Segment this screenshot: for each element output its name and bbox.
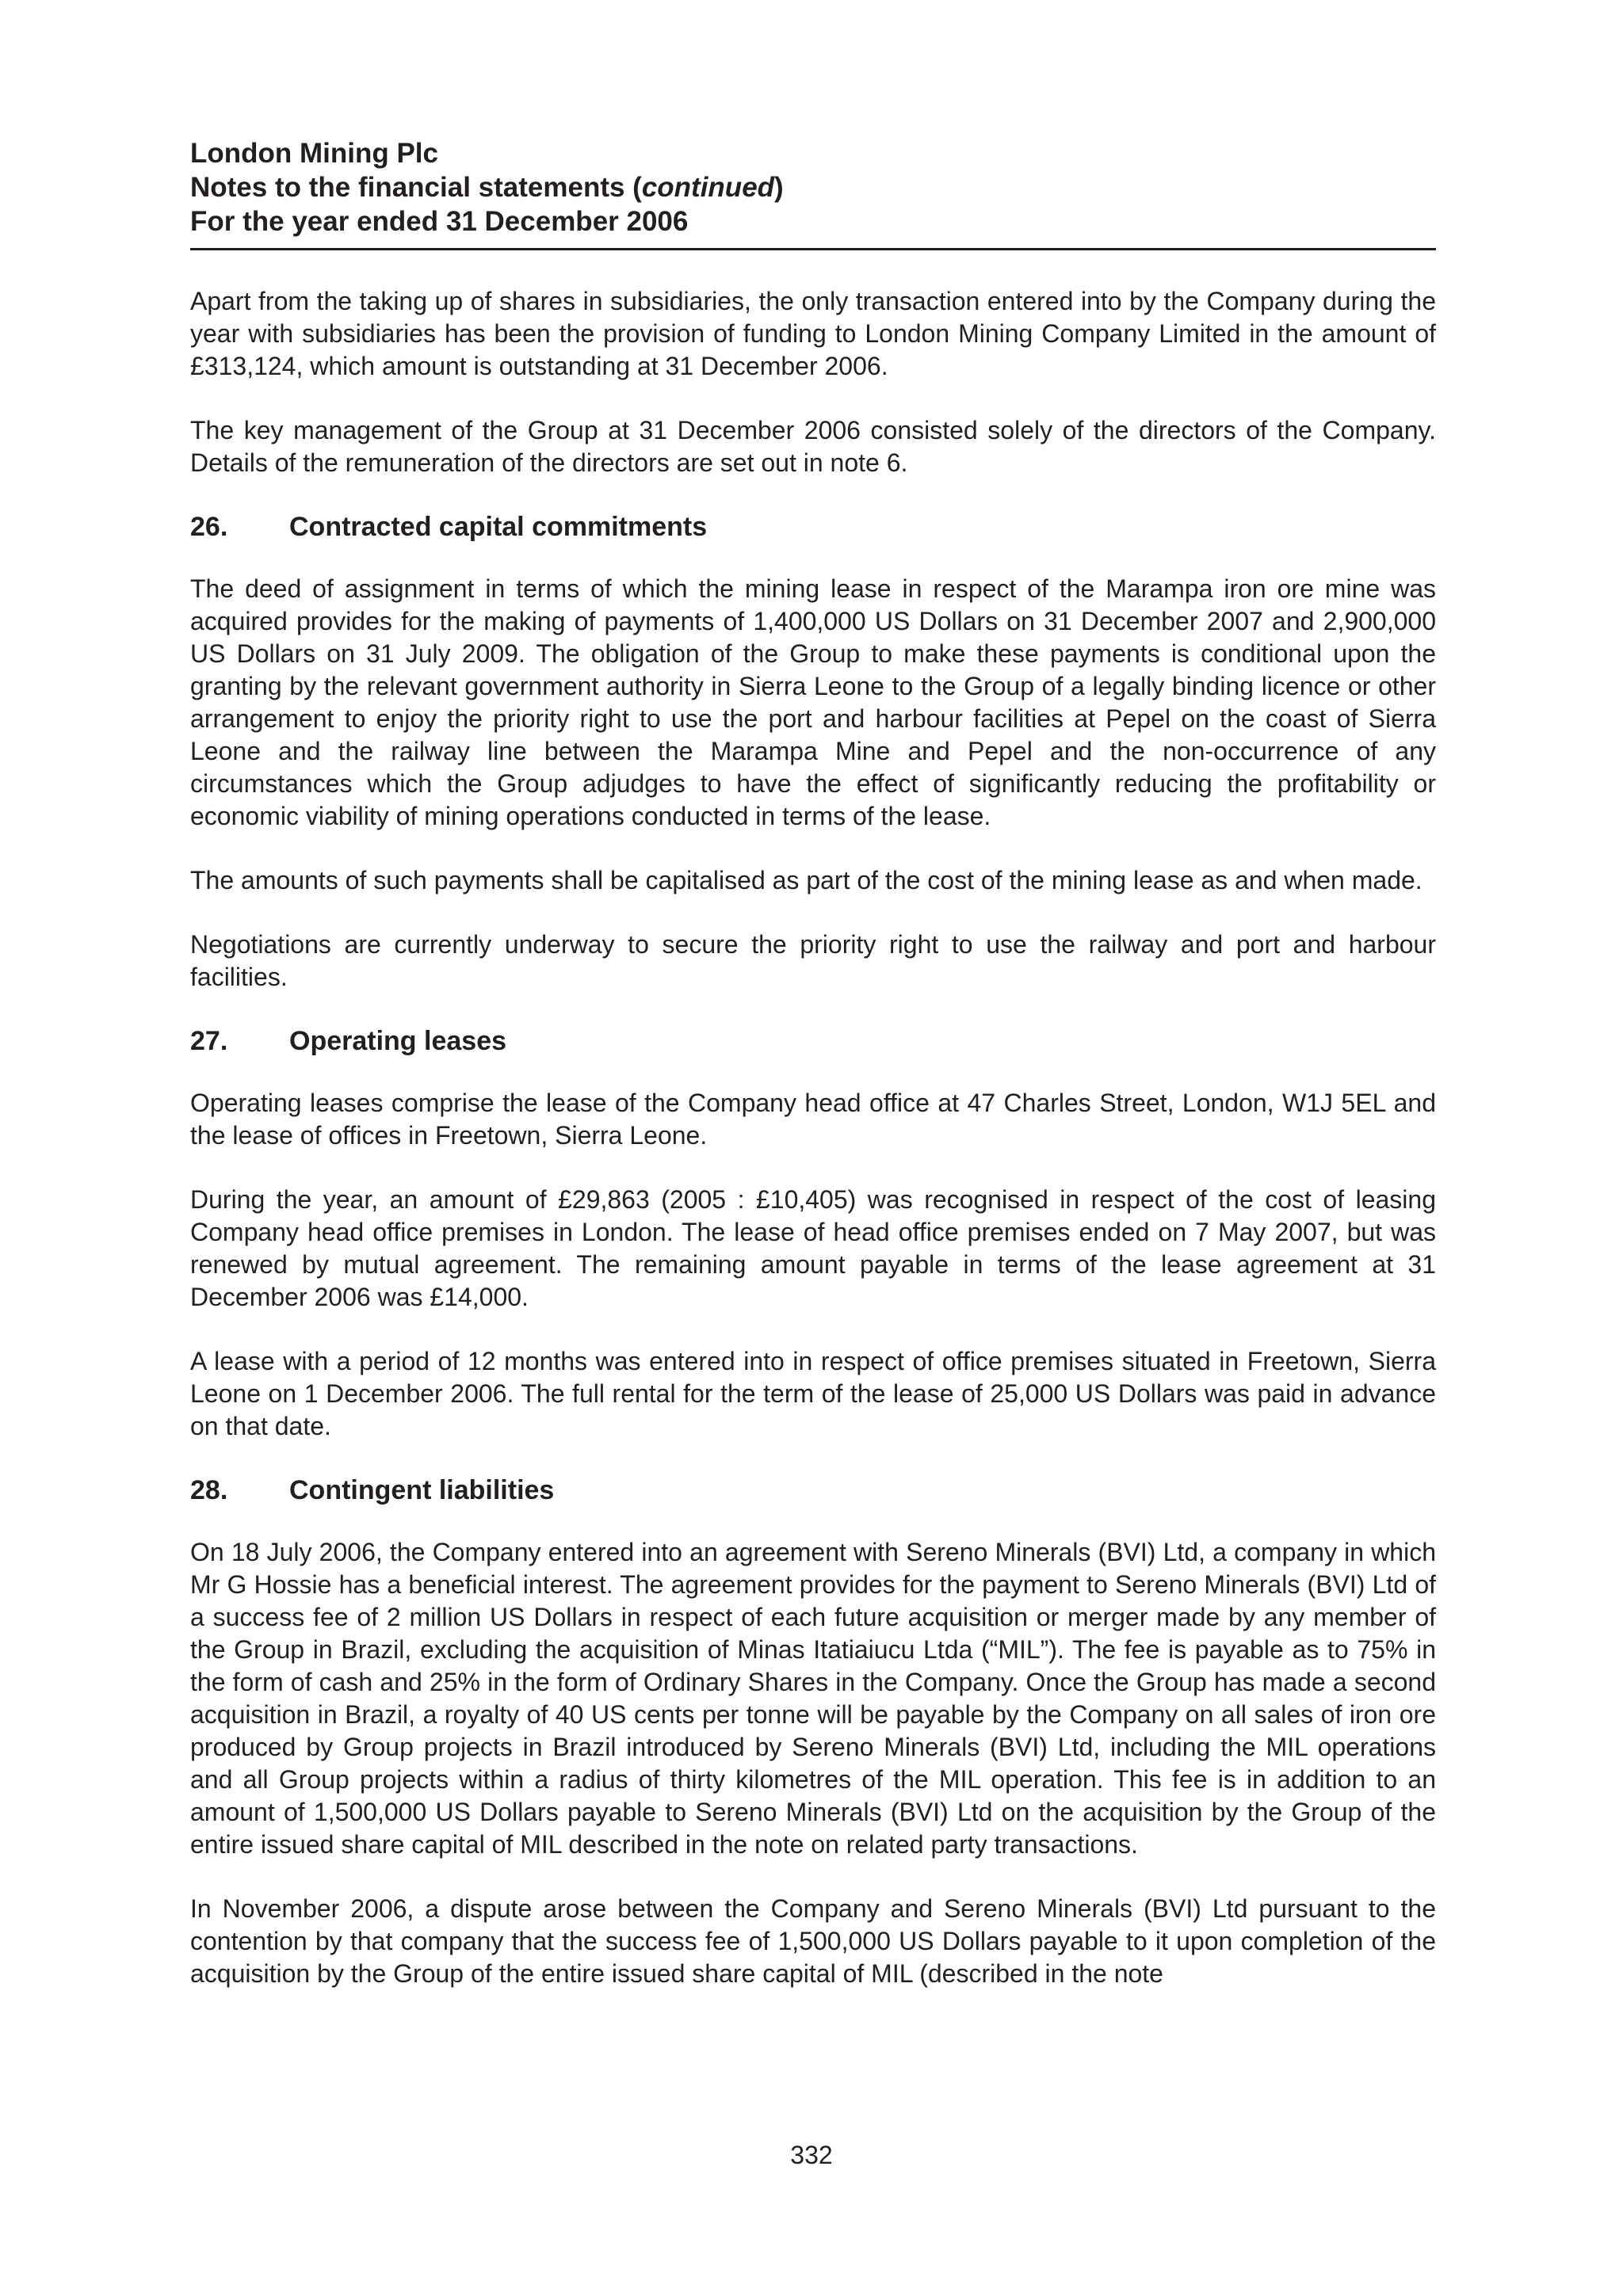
section-heading	[190, 1025, 1436, 1058]
section-paragraph: On 18 July 2006, the Company entered into an agreement with Sereno Minerals (BVI) Ltd, a company in which Mr G Hossie has a beneficial interest. The agreement provides for the payment to Sereno Minerals (BVI) Ltd of a success fee of 2 million US Dollars in respect of each future acquisition or merger made by any member of the Group in Brazil, excluding the acquisition of Minas Itatiaiucu Ltda (“MIL”). The fee is payable as to 75% in the form of cash and 25% in the form of Ordinary Shares in the Company. Once the Group has made a second acquisition in Brazil, a royalty of 40 US cents per tonne will be payable by the Company on all sales of iron ore produced by Group projects in Brazil introduced by Sereno Minerals (BVI) Ltd, including the MIL operations and all Group projects within a radius of thirty kilometres of the MIL operation. This fee is in addition to an amount of 1,500,000 US Dollars payable to Sereno Minerals (BVI) Ltd on the acquisition by the Group of the entire issued share capital of MIL described in the note on related party transactions.	[190, 1538, 1436, 1859]
section-title: Operating leases	[289, 1026, 507, 1056]
section-paragraph: In November 2006, a dispute arose between the Company and Sereno Minerals (BVI) Ltd pursuant to the contention by that company that the success fee of 1,500,000 US Dollars payable to it upon completion of the acquisition by the Group of the entire issued share capital of MIL (described in the note	[190, 1894, 1436, 1988]
section-28	[190, 1474, 1436, 1990]
section-26	[190, 511, 1436, 994]
section-paragraph: Negotiations are currently underway to secure the priority right to use the railway and port and harbour facilities.	[190, 930, 1436, 991]
section-27	[190, 1025, 1436, 1443]
notes-title-suffix: )	[774, 172, 784, 203]
intro-paragraph: Apart from the taking up of shares in subsidiaries, the only transaction entered into by the Company during the year with subsidiaries has been the provision of funding to London Mining Company Limited in the amount of £313,124, which amount is outstanding at 31 December 2006.	[190, 287, 1436, 380]
section-paragraph: During the year, an amount of £29,863 (2005 : £10,405) was recognised in respect of the cost of leasing Company head office premises in London. The lease of head office premises ended on 7 May 2007, but was renewed by mutual agreement. The remaining amount payable in terms of the lease agreement at 31 December 2006 was £14,000.	[190, 1185, 1436, 1311]
section-number: 26.	[190, 512, 228, 542]
intro-paragraph: The key management of the Group at 31 December 2006 consisted solely of the directors of the Company. Details of the remuneration of the directors are set out in note 6.	[190, 416, 1436, 477]
notes-title	[190, 170, 1436, 204]
period-line: For the year ended 31 December 2006	[190, 206, 689, 237]
section-paragraph: The amounts of such payments shall be capitalised as part of the cost of the mining lease as and when made.	[190, 866, 1423, 894]
company-name: London Mining Plc	[190, 138, 439, 169]
section-title: Contracted capital commitments	[289, 512, 708, 542]
notes-title-continued: continued	[641, 172, 775, 203]
section-title: Contingent liabilities	[289, 1475, 555, 1505]
notes-title-prefix: Notes to the financial statements (	[190, 172, 642, 203]
page-content	[190, 285, 1436, 1990]
section-number: 27.	[190, 1026, 228, 1056]
section-paragraph: A lease with a period of 12 months was entered into in respect of office premises situated in Freetown, Sierra Leone on 1 December 2006. The full rental for the term of the lease of 25,000 US Dollars was paid in advance on that date.	[190, 1347, 1436, 1440]
page-number: 332	[790, 2141, 833, 2169]
section-paragraph: The deed of assignment in terms of which the mining lease in respect of the Marampa iron ore mine was acquired provides for the making of payments of 1,400,000 US Dollars on 31 December 2007 and 2,900,000 US Dollars on 31 July 2009. The obligation of the Group to make these payments is conditional upon the granting by the relevant government authority in Sierra Leone to the Group of a legally binding licence or other arrangement to enjoy the priority right to use the port and harbour facilities at Pepel on the coast of Sierra Leone and the railway line between the Marampa Mine and Pepel and the non-occurrence of any circumstances which the Group adjudges to have the effect of significantly reducing the profitability or economic viability of mining operations conducted in terms of the lease.	[190, 574, 1436, 830]
page-header	[190, 136, 1436, 250]
document-page	[190, 136, 1436, 2022]
section-heading	[190, 511, 1436, 543]
section-number: 28.	[190, 1475, 228, 1505]
section-paragraph: Operating leases comprise the lease of the Company head office at 47 Charles Street, London, W1J 5EL and the lease of offices in Freetown, Sierra Leone.	[190, 1089, 1436, 1150]
section-heading	[190, 1474, 1436, 1507]
